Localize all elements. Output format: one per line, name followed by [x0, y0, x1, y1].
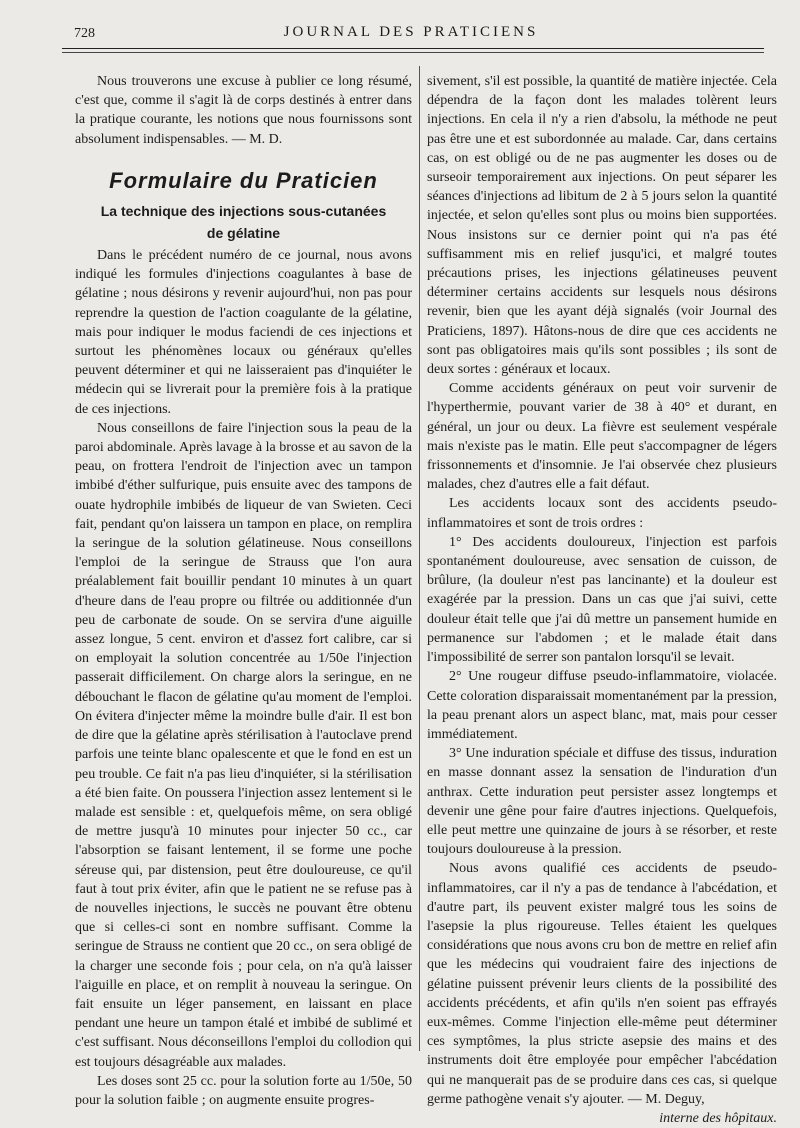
- right-column: [427, 72, 777, 1128]
- body-paragraph: Les doses sont 25 cc. pour la solution forte au 1/50e, 50 pour la solution faible ; on augmente ensuite progres-: [75, 1073, 412, 1108]
- column-divider: [419, 66, 420, 1051]
- body-paragraph: Comme accidents généraux on peut voir survenir de l'hyperthermie, pouvant varier de 38 à 40° et durant, en général, un jour ou deux. La fièvre est seulement vespérale mais n'existe pas le matin. Elle peut s'accompagner de légers frissonnements et d'insomnie. Je l'ai observée chez plusieurs malades, chez d'autres elle a fait défaut.: [427, 381, 777, 493]
- header-rule-thin: [62, 52, 764, 53]
- left-column: [75, 72, 412, 1110]
- body-paragraph: Les accidents locaux sont des accidents pseudo-inflammatoires et sont de trois ordres :: [427, 496, 777, 531]
- section-title: Formulaire du Praticien: [109, 167, 378, 193]
- header-rule: [62, 48, 764, 49]
- article-title-line-1: La technique des injections sous-cutanées: [100, 203, 387, 220]
- author-role: interne des hôpitaux.: [659, 1110, 777, 1126]
- body-paragraph: Nous conseillons de faire l'injection sous la peau de la paroi abdominale. Après lavage à la brosse et au savon de la peau, on frottera l'endroit de l'injection avec un tampon imbibé d'éther sulfurique, puis ensuite avec des tampons de ouate hydrophile imbibés de liqueur de van Swieten. Ceci fait, pendant qu'on laissera un tampon en place, on remplira la seringue de la solution gélatineuse. Nous conseillons l'emploi de la seringue de Strauss que l'on aura préalablement fait bouillir pendant 10 minutes à un quart d'heure dans de l'eau propre ou filtrée ou additionnée d'un peu de carbonate de soude. On se servira d'une aiguille assez longue, 5 cent. environ et d'assez fort calibre, car si on employait la solution concentrée au 1/50e l'injection passerait difficilement. On charge alors la seringue, en ne débouchant le flacon de gélatine qu'au moment de l'emploi. On évitera d'injecter même la moindre bulle d'air. Il est bon de dire que la gélatine après stérilisation à l'autoclave prend parfois une teinte blanc opalescente et que le fond en est un peu trouble. Ce fait n'a pas lieu d'inquiéter, si la stérilisation a été bien faite. On poussera l'injection assez lentement si le malade est sensible : et, quelquefois même, on sera obligé de mettre jusqu'à 10 minutes pour injecter 50 cc., car l'absorption se faisant lentement, il se forme une poche séreuse qui, par distension, peut être douloureuse, ce qu'il faut à tout prix éviter, afin que le patient ne se refuse pas à de nouvelles injections, le succès ne pouvant être obtenu que si celles-ci sont en nombre suffisant. Comme la seringue de Strauss ne contient que 20 cc., on sera obligé de la charger une seconde fois ; pour cela, on n'a qu'à laisser l'aiguille en place, et on remplit à nouveau la seringue. On fait ensuite un léger pansement, en laissant en place pendant une heure un tampon étalé et imbibé de sublimé et c'est suffisant. Nous déconseillons l'emploi du collodion qui est toujours désagréable aux malades.: [75, 420, 412, 1070]
- body-paragraph: Dans le précédent numéro de ce journal, nous avons indiqué les formules d'injections coagulantes à base de gélatine ; nous désirons y revenir aujourd'hui, non pas pour reprendre la question de l'action coagulante de la gélatine, mais pour indiquer le modus faciendi de ces injections et surtout les phénomènes locaux ou généraux qu'elles peuvent déterminer et qui ne laisseraient pas d'inquiéter le médecin qui se livrerait pour la première fois à la pratique de ces injections.: [75, 248, 412, 417]
- body-paragraph-continued: sivement, s'il est possible, la quantité de matière injectée. Cela dépendra de la façon dont les malades tolèrent leurs injections. En cela il n'y a rien d'absolu, la méthode ne peut pas être une et est subordonnée au malade. Car, dans certains cas, on est obligé ou de ne pas augmenter les doses ou de surseoir temporairement aux injections. On peut séparer les séances d'injections ad libitum de 2 à 5 jours selon la quantité injectée, et selon qu'elles sont plus ou moins bien supportées. Nous insistons sur ce dernier point qui n'a pas été suffisamment mis en relief jusqu'ici, et malgré toutes précautions prises, les injections gélatineuses peuvent déterminer certains accidents sur lesquels nous désirons revenir, bien que les ayant déjà signalés (voir Journal des Praticiens, 1897). Hâtons-nous de dire que ces accidents ne sont pas obligatoires mais qu'ils sont possibles ; ils sont de deux sortes : généraux et locaux.: [427, 74, 777, 378]
- author-signature: [427, 1109, 777, 1128]
- body-paragraph: 2° Une rougeur diffuse pseudo-inflammatoire, violacée. Cette coloration disparaissait momentanément par la pression, la peau prenant alors un aspect blanc, mat, mais pour cesser immédiatement.: [427, 669, 777, 742]
- body-paragraph: Nous avons qualifié ces accidents de pseudo-inflammatoires, car il n'y a pas de tendance à l'abcédation, et d'autre part, ils peuvent exister malgré tous les soins de l'asepsie la plus rigoureuse. Telles étaient les quelques considérations que nous avons cru bon de mettre en relief afin que les médecins qui voudraient faire des injections de gélatine puissent prévenir leurs clients de la possibilité des accidents précédents, et afin qu'ils n'en soient pas effrayés eux-mêmes. Comme l'injection elle-même peut déterminer ces symptômes, la plus stricte asepsie des mains et des instruments doit être employée pour empêcher l'abcédation qui ne manquerait pas de se produire dans ces cas, si quelque germe pathogène venait s'y ajouter. — M. Deguy,: [427, 861, 777, 1107]
- intro-paragraph: Nous trouverons une excuse à publier ce long résumé, c'est que, comme il s'agit là de corps destinés à entrer dans la pratique courante, les notions que nous fournissons sont absolument indispensables. — M. D.: [75, 74, 412, 147]
- running-title: JOURNAL DES PRATICIENS: [283, 24, 539, 40]
- body-paragraph: 3° Une induration spéciale et diffuse des tissus, induration en masse donnant assez la sensation de l'induration d'un anthrax. Cette induration peut persister assez longtemps et devenir une gêne pour faire d'autres injections. Quelquefois, elle peut mettre une quinzaine de jours à se résorber, et reste toujours douloureuse à la pression.: [427, 746, 777, 858]
- page-number: 728: [74, 26, 95, 41]
- article-title-line-2: de gélatine: [206, 225, 281, 242]
- page-header: [62, 20, 760, 46]
- body-paragraph: 1° Des accidents douloureux, l'injection est parfois spontanément douloureuse, avec sensation de cuisson, de brûlure, (la douleur n'est pas lancinante) et la douleur est exagérée par la pression. Dans un cas que j'ai suivi, cette douleur était telle que j'ai dû mettre un pansement humide en permanence sur l'abdomen ; et le malade était dans l'impossibilité de serrer son pantalon lorsqu'il se levait.: [427, 534, 777, 666]
